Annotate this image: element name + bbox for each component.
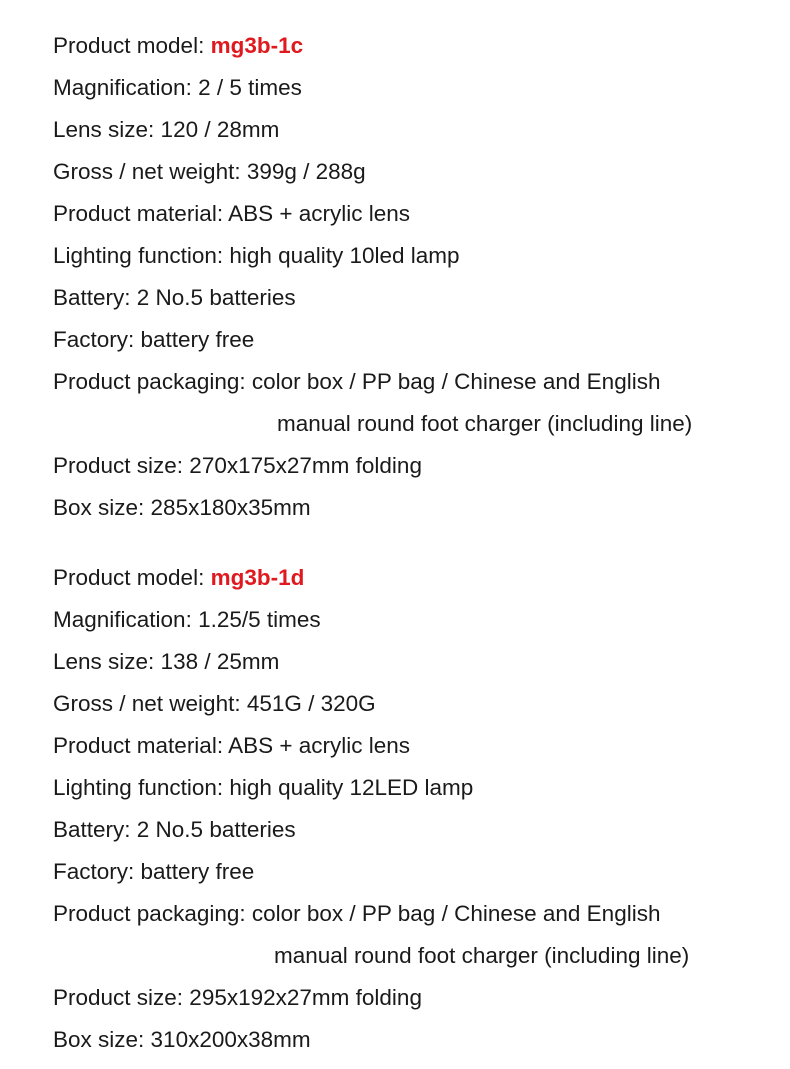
weight-line: Gross / net weight: 399g / 288g — [53, 159, 366, 184]
magnification-line: Magnification: 1.25/5 times — [53, 607, 321, 632]
weight-line: Gross / net weight: 451G / 320G — [53, 691, 376, 716]
lens-size-line: Lens size: 120 / 28mm — [53, 117, 280, 142]
product-model-line — [53, 31, 773, 73]
packaging-line: Product packaging: color box / PP bag / Chinese and English — [53, 369, 661, 394]
product-model-label: Product model: — [53, 33, 205, 58]
magnification-line: Magnification: 2 / 5 times — [53, 75, 302, 100]
lighting-line: Lighting function: high quality 12LED lamp — [53, 775, 474, 800]
spec-block-mg3b-1d — [53, 563, 773, 1067]
box-size-line: Box size: 285x180x35mm — [53, 495, 311, 520]
spec-block-mg3b-1c — [53, 31, 773, 535]
product-model-line — [53, 563, 773, 605]
lens-size-line: Lens size: 138 / 25mm — [53, 649, 280, 674]
product-model-value: mg3b-1c — [210, 33, 304, 58]
packaging-line-continued: manual round foot charger (including line) — [274, 943, 690, 968]
battery-line: Battery: 2 No.5 batteries — [53, 817, 296, 842]
product-size-line: Product size: 270x175x27mm folding — [53, 453, 422, 478]
product-model-label: Product model: — [53, 565, 205, 590]
battery-line: Battery: 2 No.5 batteries — [53, 285, 296, 310]
material-line: Product material: ABS + acrylic lens — [53, 201, 411, 226]
factory-line: Factory: battery free — [53, 859, 255, 884]
packaging-line: Product packaging: color box / PP bag / Chinese and English — [53, 901, 661, 926]
lighting-line: Lighting function: high quality 10led lamp — [53, 243, 460, 268]
packaging-line-continued: manual round foot charger (including line) — [277, 411, 693, 436]
material-line: Product material: ABS + acrylic lens — [53, 733, 411, 758]
product-model-value: mg3b-1d — [210, 565, 305, 590]
box-size-line: Box size: 310x200x38mm — [53, 1027, 311, 1052]
product-size-line: Product size: 295x192x27mm folding — [53, 985, 422, 1010]
factory-line: Factory: battery free — [53, 327, 255, 352]
